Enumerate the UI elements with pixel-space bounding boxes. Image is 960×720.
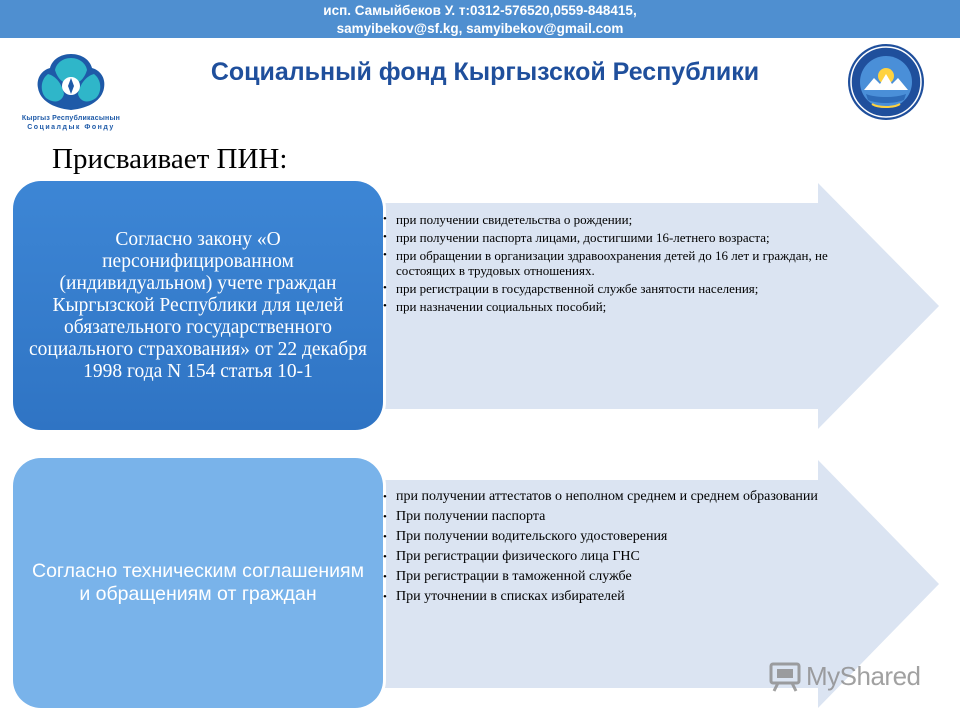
list-item: • при назначении социальных пособий; — [383, 299, 853, 314]
presentation-board-icon — [768, 659, 802, 693]
section-title: Присваивает ПИН: — [52, 143, 288, 175]
logo-caption-line-1: Кыргыз Республикасынын — [21, 115, 121, 122]
list-item: • при получении аттестатов о неполном среднем и среднем образовании — [383, 489, 853, 505]
list-item: • При получении паспорта — [383, 509, 853, 525]
law-block-heading: Согласно закону «О персонифицированном (индивидуальном) учете граждан Кыргызской Республики для целей обязательного государственного социального страхования» от 22 декабря 1998 года N 154 статья 10-1 — [29, 228, 368, 382]
list-item: • при регистрации в государственной службе занятости населения; — [383, 281, 853, 296]
contact-line-2: samyibekov@sf.kg, samyibekov@gmail.com — [336, 21, 624, 36]
state-emblem — [846, 42, 926, 122]
list-item: • при получении паспорта лицами, достигшими 16-летнего возраста; — [383, 230, 853, 245]
watermark-text: MyShared — [806, 660, 921, 691]
law-block — [13, 181, 383, 430]
law-conditions-list — [383, 212, 853, 317]
contact-bar — [0, 0, 960, 38]
agreements-block — [13, 458, 383, 708]
agreements-block-heading: Согласно техническим соглашениям и обращениям от граждан — [32, 560, 364, 605]
page-title: Социальный фонд Кыргызской Республики — [210, 58, 760, 86]
logo-caption-line-2: Социалдык Фонду — [27, 124, 115, 131]
list-item: • При получении водительского удостоверения — [383, 529, 853, 545]
list-item: • При регистрации физического лица ГНС — [383, 549, 853, 565]
kyrgyz-emblem-icon — [846, 42, 926, 122]
list-item: • При уточнении в списках избирателей — [383, 589, 853, 605]
list-item: • При регистрации в таможенной службе — [383, 569, 853, 585]
list-item: • при получении свидетельства о рождении; — [383, 212, 853, 227]
contact-line-1: исп. Самыйбеков У. т:0312-576520,0559-848415, — [323, 3, 637, 18]
myshared-watermark — [768, 656, 938, 696]
social-fund-emblem-icon — [34, 50, 108, 112]
list-item: • при обращении в организации здравоохранения детей до 16 лет и граждан, не состоящих в трудовых отношениях. — [383, 248, 853, 278]
agreements-conditions-list — [383, 489, 853, 609]
social-fund-logo — [18, 50, 124, 136]
